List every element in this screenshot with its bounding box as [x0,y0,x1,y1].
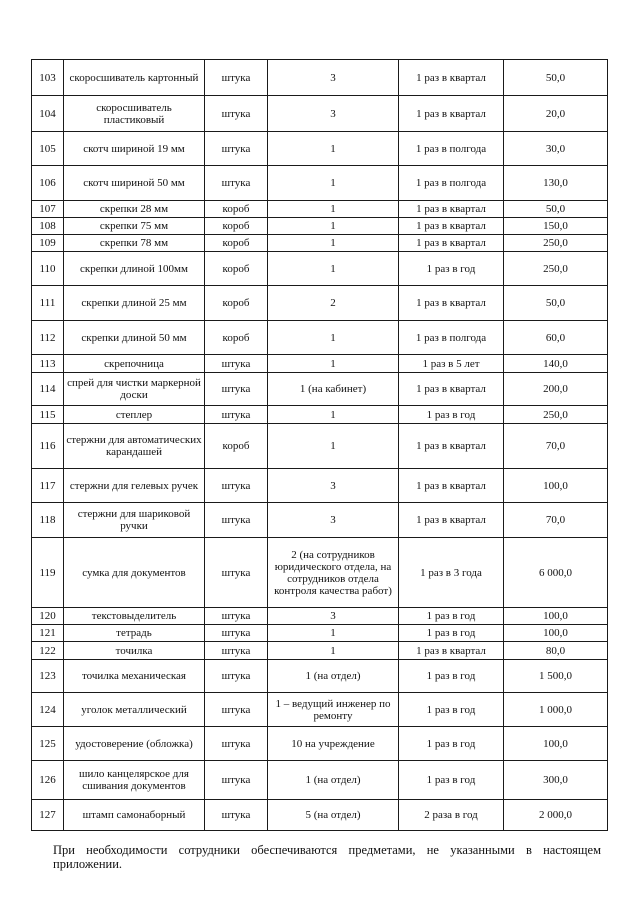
issue-frequency-cell: 1 раз в год [399,727,504,761]
price-amount-cell: 150,0 [504,218,608,235]
row-number-cell: 105 [32,132,64,166]
quantity-cell: 2 (на сотрудников юридического отдела, на сотрудников отдела контроля качества работ) [268,538,399,608]
price-amount-cell: 100,0 [504,608,608,625]
table-row [32,642,608,660]
quantity-cell: 1 [268,235,399,252]
price-amount-cell: 250,0 [504,252,608,286]
row-number-cell: 113 [32,355,64,373]
quantity-cell: 3 [268,608,399,625]
row-number-cell: 119 [32,538,64,608]
supply-norms-table [31,59,608,831]
price-amount-cell: 100,0 [504,625,608,642]
unit-of-measure-cell: штука [205,469,268,503]
table-row [32,693,608,727]
unit-of-measure-cell: штука [205,625,268,642]
unit-of-measure-cell: штука [205,660,268,693]
price-amount-cell: 100,0 [504,727,608,761]
issue-frequency-cell: 1 раз в квартал [399,424,504,469]
item-name-cell: точилка [64,642,205,660]
issue-frequency-cell: 1 раз в год [399,660,504,693]
issue-frequency-cell: 1 раз в квартал [399,96,504,132]
item-name-cell: скрепки 78 мм [64,235,205,252]
table-row [32,355,608,373]
issue-frequency-cell: 1 раз в квартал [399,469,504,503]
item-name-cell: стержни для шариковой ручки [64,503,205,538]
quantity-cell: 1 [268,132,399,166]
quantity-cell: 1 [268,625,399,642]
issue-frequency-cell: 1 раз в 5 лет [399,355,504,373]
unit-of-measure-cell: короб [205,201,268,218]
table-row [32,660,608,693]
table-row [32,286,608,321]
unit-of-measure-cell: штука [205,800,268,831]
price-amount-cell: 300,0 [504,761,608,800]
unit-of-measure-cell: штука [205,60,268,96]
row-number-cell: 110 [32,252,64,286]
table-row [32,96,608,132]
item-name-cell: степлер [64,406,205,424]
price-amount-cell: 20,0 [504,96,608,132]
table-row [32,218,608,235]
unit-of-measure-cell: штука [205,355,268,373]
item-name-cell: скоросшиватель пластиковый [64,96,205,132]
row-number-cell: 111 [32,286,64,321]
issue-frequency-cell: 1 раз в квартал [399,373,504,406]
row-number-cell: 118 [32,503,64,538]
issue-frequency-cell: 1 раз в квартал [399,503,504,538]
row-number-cell: 108 [32,218,64,235]
price-amount-cell: 130,0 [504,166,608,201]
unit-of-measure-cell: короб [205,235,268,252]
issue-frequency-cell: 1 раз в год [399,252,504,286]
issue-frequency-cell: 1 раз в полгода [399,166,504,201]
item-name-cell: скоросшиватель картонный [64,60,205,96]
quantity-cell: 1 (на отдел) [268,761,399,800]
quantity-cell: 3 [268,469,399,503]
unit-of-measure-cell: короб [205,218,268,235]
table-row [32,800,608,831]
item-name-cell: стержни для гелевых ручек [64,469,205,503]
row-number-cell: 124 [32,693,64,727]
issue-frequency-cell: 1 раз в год [399,406,504,424]
table-row [32,761,608,800]
row-number-cell: 125 [32,727,64,761]
unit-of-measure-cell: штука [205,166,268,201]
quantity-cell: 1 [268,424,399,469]
price-amount-cell: 50,0 [504,286,608,321]
item-name-cell: скрепочница [64,355,205,373]
table-row [32,132,608,166]
quantity-cell: 10 на учреждение [268,727,399,761]
item-name-cell: скрепки длиной 100мм [64,252,205,286]
price-amount-cell: 140,0 [504,355,608,373]
unit-of-measure-cell: короб [205,252,268,286]
row-number-cell: 109 [32,235,64,252]
price-amount-cell: 250,0 [504,235,608,252]
price-amount-cell: 1 500,0 [504,660,608,693]
price-amount-cell: 200,0 [504,373,608,406]
table-row [32,201,608,218]
item-name-cell: штамп самонаборный [64,800,205,831]
table-row [32,538,608,608]
item-name-cell: скрепки 75 мм [64,218,205,235]
table-row [32,373,608,406]
item-name-cell: скрепки 28 мм [64,201,205,218]
row-number-cell: 103 [32,60,64,96]
price-amount-cell: 60,0 [504,321,608,355]
item-name-cell: тетрадь [64,625,205,642]
item-name-cell: сумка для документов [64,538,205,608]
item-name-cell: шило канцелярское для сшивания документов [64,761,205,800]
price-amount-cell: 100,0 [504,469,608,503]
table-row [32,321,608,355]
row-number-cell: 114 [32,373,64,406]
issue-frequency-cell: 2 раза в год [399,800,504,831]
table-row [32,252,608,286]
quantity-cell: 1 [268,252,399,286]
price-amount-cell: 30,0 [504,132,608,166]
table-row [32,503,608,538]
issue-frequency-cell: 1 раз в квартал [399,235,504,252]
issue-frequency-cell: 1 раз в квартал [399,201,504,218]
row-number-cell: 115 [32,406,64,424]
row-number-cell: 107 [32,201,64,218]
price-amount-cell: 6 000,0 [504,538,608,608]
table-row [32,424,608,469]
issue-frequency-cell: 1 раз в год [399,608,504,625]
quantity-cell: 5 (на отдел) [268,800,399,831]
row-number-cell: 122 [32,642,64,660]
quantity-cell: 1 [268,321,399,355]
table-row [32,166,608,201]
price-amount-cell: 50,0 [504,201,608,218]
issue-frequency-cell: 1 раз в год [399,625,504,642]
price-amount-cell: 70,0 [504,424,608,469]
item-name-cell: стержни для автоматических карандашей [64,424,205,469]
quantity-cell: 1 [268,218,399,235]
unit-of-measure-cell: штука [205,406,268,424]
unit-of-measure-cell: короб [205,286,268,321]
row-number-cell: 121 [32,625,64,642]
table-row [32,625,608,642]
quantity-cell: 1 [268,642,399,660]
issue-frequency-cell: 1 раз в квартал [399,60,504,96]
unit-of-measure-cell: короб [205,424,268,469]
unit-of-measure-cell: штука [205,608,268,625]
unit-of-measure-cell: штука [205,693,268,727]
item-name-cell: скотч шириной 19 мм [64,132,205,166]
item-name-cell: удостоверение (обложка) [64,727,205,761]
quantity-cell: 3 [268,60,399,96]
quantity-cell: 1 – ведущий инженер по ремонту [268,693,399,727]
quantity-cell: 1 [268,166,399,201]
price-amount-cell: 2 000,0 [504,800,608,831]
quantity-cell: 3 [268,96,399,132]
item-name-cell: скрепки длиной 50 мм [64,321,205,355]
issue-frequency-cell: 1 раз в квартал [399,642,504,660]
item-name-cell: скрепки длиной 25 мм [64,286,205,321]
table-body [32,60,608,831]
item-name-cell: уголок металлический [64,693,205,727]
row-number-cell: 104 [32,96,64,132]
unit-of-measure-cell: штука [205,132,268,166]
unit-of-measure-cell: штука [205,96,268,132]
issue-frequency-cell: 1 раз в квартал [399,218,504,235]
quantity-cell: 1 [268,406,399,424]
unit-of-measure-cell: штука [205,761,268,800]
unit-of-measure-cell: штука [205,373,268,406]
row-number-cell: 123 [32,660,64,693]
unit-of-measure-cell: штука [205,727,268,761]
row-number-cell: 106 [32,166,64,201]
row-number-cell: 116 [32,424,64,469]
table-row [32,60,608,96]
quantity-cell: 2 [268,286,399,321]
item-name-cell: текстовыделитель [64,608,205,625]
quantity-cell: 1 (на отдел) [268,660,399,693]
price-amount-cell: 1 000,0 [504,693,608,727]
table-row [32,608,608,625]
item-name-cell: спрей для чистки маркерной доски [64,373,205,406]
price-amount-cell: 70,0 [504,503,608,538]
table-row [32,727,608,761]
price-amount-cell: 80,0 [504,642,608,660]
quantity-cell: 1 [268,355,399,373]
unit-of-measure-cell: штука [205,503,268,538]
issue-frequency-cell: 1 раз в год [399,761,504,800]
price-amount-cell: 250,0 [504,406,608,424]
row-number-cell: 127 [32,800,64,831]
issue-frequency-cell: 1 раз в полгода [399,321,504,355]
issue-frequency-cell: 1 раз в полгода [399,132,504,166]
item-name-cell: скотч шириной 50 мм [64,166,205,201]
item-name-cell: точилка механическая [64,660,205,693]
issue-frequency-cell: 1 раз в 3 года [399,538,504,608]
unit-of-measure-cell: штука [205,642,268,660]
table-row [32,469,608,503]
row-number-cell: 126 [32,761,64,800]
table-row [32,235,608,252]
row-number-cell: 112 [32,321,64,355]
row-number-cell: 117 [32,469,64,503]
unit-of-measure-cell: штука [205,538,268,608]
row-number-cell: 120 [32,608,64,625]
quantity-cell: 1 (на кабинет) [268,373,399,406]
unit-of-measure-cell: короб [205,321,268,355]
footnote: При необходимости сотрудники обеспечиваются предметами, не указанными в настоящем приложении. [53,843,601,871]
issue-frequency-cell: 1 раз в год [399,693,504,727]
price-amount-cell: 50,0 [504,60,608,96]
quantity-cell: 3 [268,503,399,538]
table-row [32,406,608,424]
quantity-cell: 1 [268,201,399,218]
issue-frequency-cell: 1 раз в квартал [399,286,504,321]
